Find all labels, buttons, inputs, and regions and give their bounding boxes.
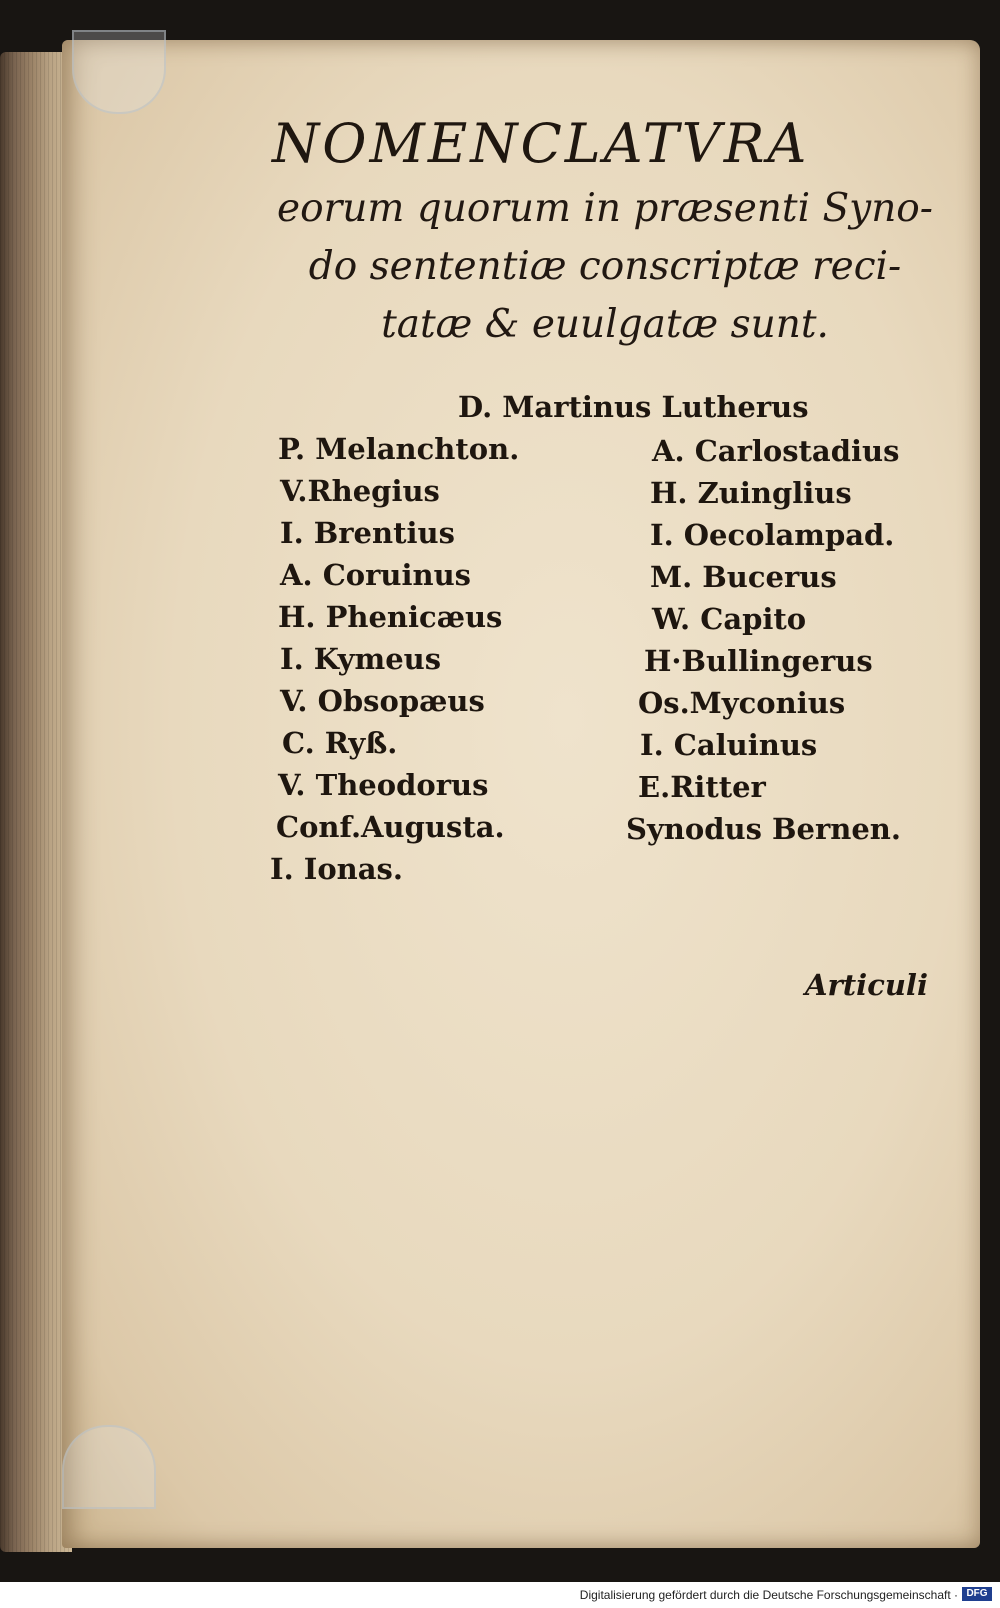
left-column-name: H. Phenicæus [278,600,503,634]
page-holder-clip-top [72,30,166,114]
left-column-name: V.Rhegius [280,474,440,508]
left-column-name: V. Theodorus [278,768,489,802]
right-column-name: H. Zuinglius [650,476,852,510]
left-column-name: I. Ionas. [270,852,403,886]
right-column-name: W. Capito [652,602,807,636]
left-column-name: A. Coruinus [280,558,471,592]
page-title: NOMENCLATVRA [272,112,810,175]
page-holder-clip-bottom [62,1425,156,1509]
heading-name: D. Martinus Lutherus [458,390,809,424]
dfg-logo[interactable]: DFG [962,1587,992,1601]
subtitle-line: tatæ & euulgatæ sunt. [381,302,829,347]
left-column-name: I. Kymeus [280,642,442,676]
digitization-credit: Digitalisierung gefördert durch die Deutsche Forschungsgemeinschaft · [579,1588,958,1602]
right-column-name: E.Ritter [638,770,766,804]
right-column-name: M. Bucerus [650,560,837,594]
subtitle-line: eorum quorum in præsenti Syno- [277,186,933,231]
catchword: Articuli [805,968,928,1002]
right-column-name: I. Caluinus [640,728,818,762]
left-column-name: P. Melanchton. [278,432,520,466]
subtitle-line: do sententiæ conscriptæ reci- [308,244,902,289]
left-column-name: C. Ryß. [282,726,398,760]
left-column-name: V. Obsopæus [280,684,485,718]
right-column-name: Synodus Bernen. [626,812,901,846]
left-column-name: I. Brentius [280,516,455,550]
left-column-name: Conf.Augusta. [276,810,505,844]
right-column-name: A. Carlostadius [652,434,900,468]
right-column-name: Os.Myconius [638,686,846,720]
right-column-name: I. Oecolampad. [650,518,895,552]
right-column-name: H·Bullingerus [644,644,873,678]
